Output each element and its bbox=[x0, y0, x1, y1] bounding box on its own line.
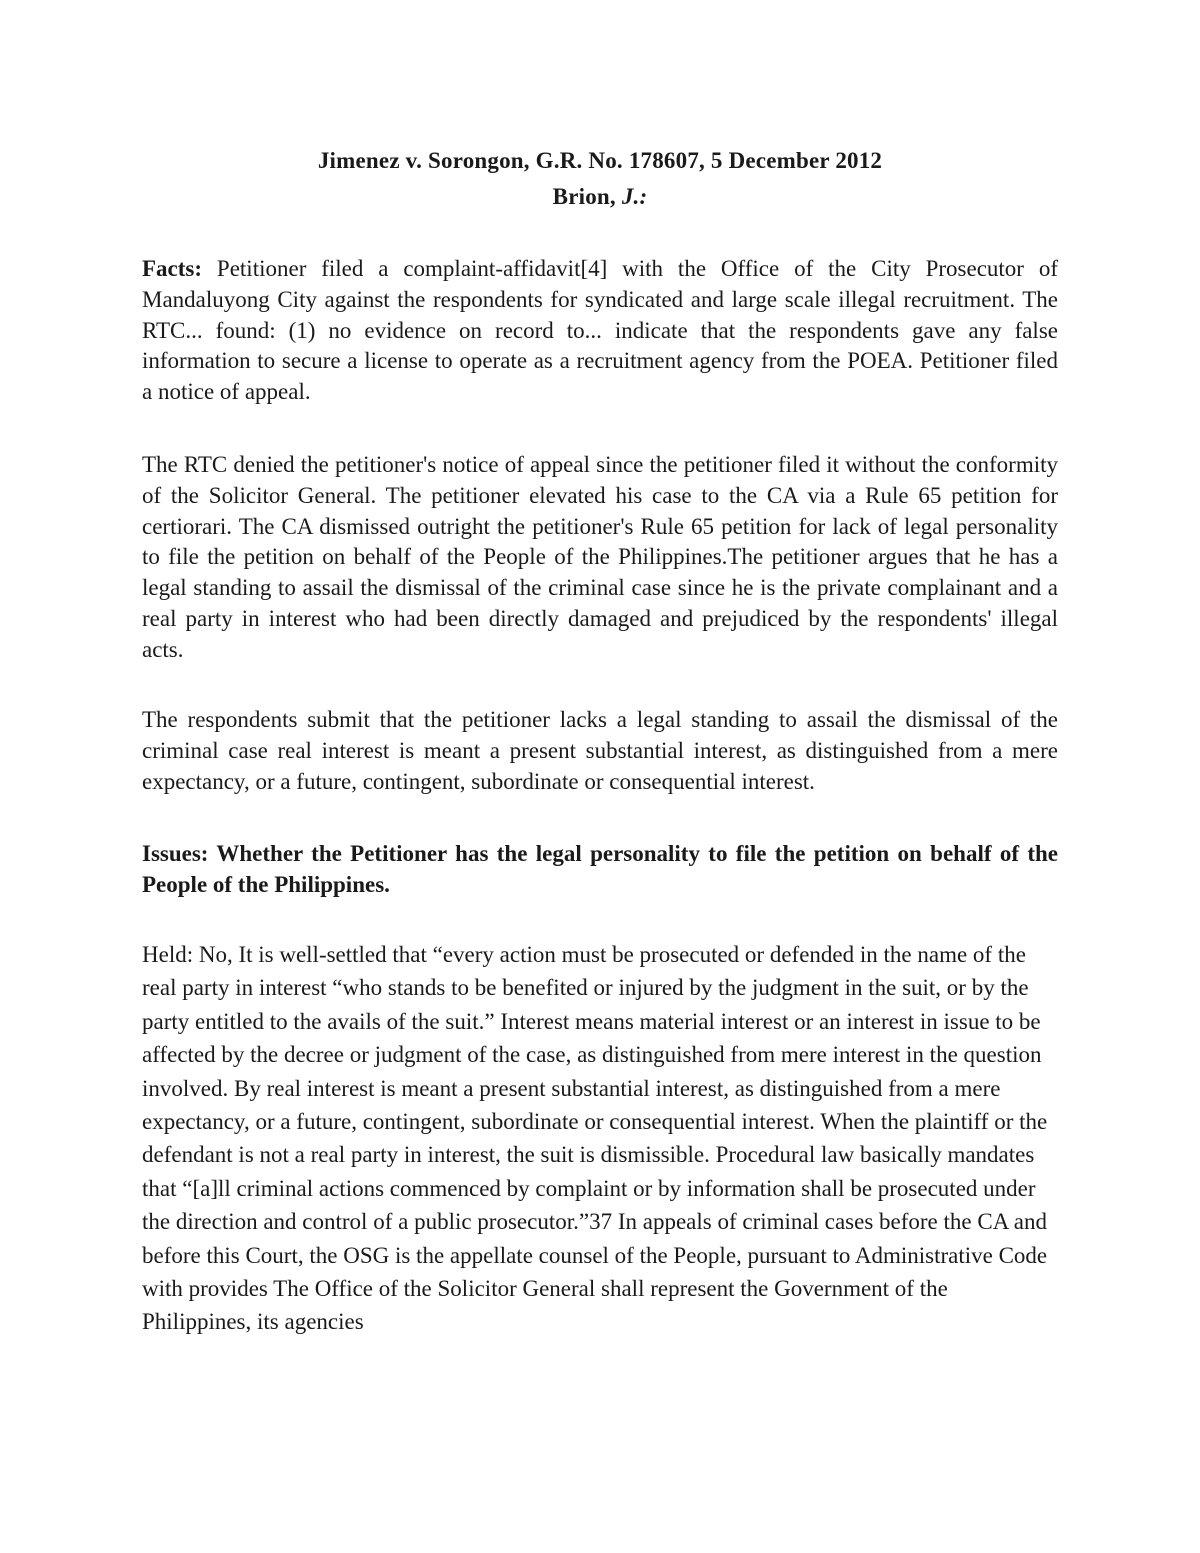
ponente-line bbox=[142, 184, 1058, 210]
issues-paragraph: Issues: Whether the Petitioner has the legal personality to file the petition on behalf of the People of the Philippines. bbox=[142, 841, 1058, 897]
ponente-suffix: J.: bbox=[621, 184, 648, 209]
rtc-paragraph: The RTC denied the petitioner's notice of appeal since the petitioner filed it without the conformity of the Solicitor General. The petitioner elevated his case to the CA via a Rule 65 petition for certiorari. The CA dismissed outright the petitioner's Rule 65 petition for lack of legal personality to file the petition on behalf of the People of the Philippines.The petitioner argues that he has a legal standing to assail the dismissal of the criminal case since he is the private complainant and a real party in interest who had been directly damaged and prejudiced by the respondents' illegal acts. bbox=[142, 452, 1058, 662]
ponente-name: Brion, bbox=[552, 184, 616, 209]
case-title: Jimenez v. Sorongon, G.R. No. 178607, 5 December 2012 bbox=[317, 148, 883, 173]
facts-label: Facts: bbox=[142, 256, 203, 281]
respondents-paragraph: The respondents submit that the petitioner lacks a legal standing to assail the dismissal of the criminal case real interest is meant a present substantial interest, as distinguished from a mere expectancy, or a future, contingent, subordinate or consequential interest. bbox=[142, 707, 1058, 794]
facts-paragraph bbox=[142, 254, 1058, 408]
facts-text: Petitioner filed a complaint-affidavit[4] with the Office of the City Prosecutor of Mandaluyong City against the respondents for syndicated and large scale illegal recruitment. The RTC... found: (1) no evidence on record to... indicate that the respondents gave any false information to secure a license to operate as a recruitment agency from the POEA. Petitioner filed a notice of appeal. bbox=[142, 256, 1059, 405]
held-paragraph: Held: No, It is well-settled that “every action must be prosecuted or defended in the name of the real party in interest “who stands to be benefited or injured by the judgment in the suit, or by the party entitled to the avails of the suit.” Interest means material interest or an interest in issue to be affected by the decree or judgment of the case, as distinguished from mere interest in the question involved. By real interest is meant a present substantial interest, as distinguished from a mere expectancy, or a future, contingent, subordinate or consequential interest. When the plaintiff or the defendant is not a real party in interest, the suit is dismissible. Procedural law basically mandates that “[a]ll criminal actions commenced by complaint or by information shall be prosecuted under the direction and control of a public prosecutor.”37 In appeals of criminal cases before the CA and before this Court, the OSG is the appellate counsel of the People, pursuant to Administrative Code with provides The Office of the Solicitor General shall represent the Government of the Philippines, its agencies bbox=[142, 942, 1048, 1335]
